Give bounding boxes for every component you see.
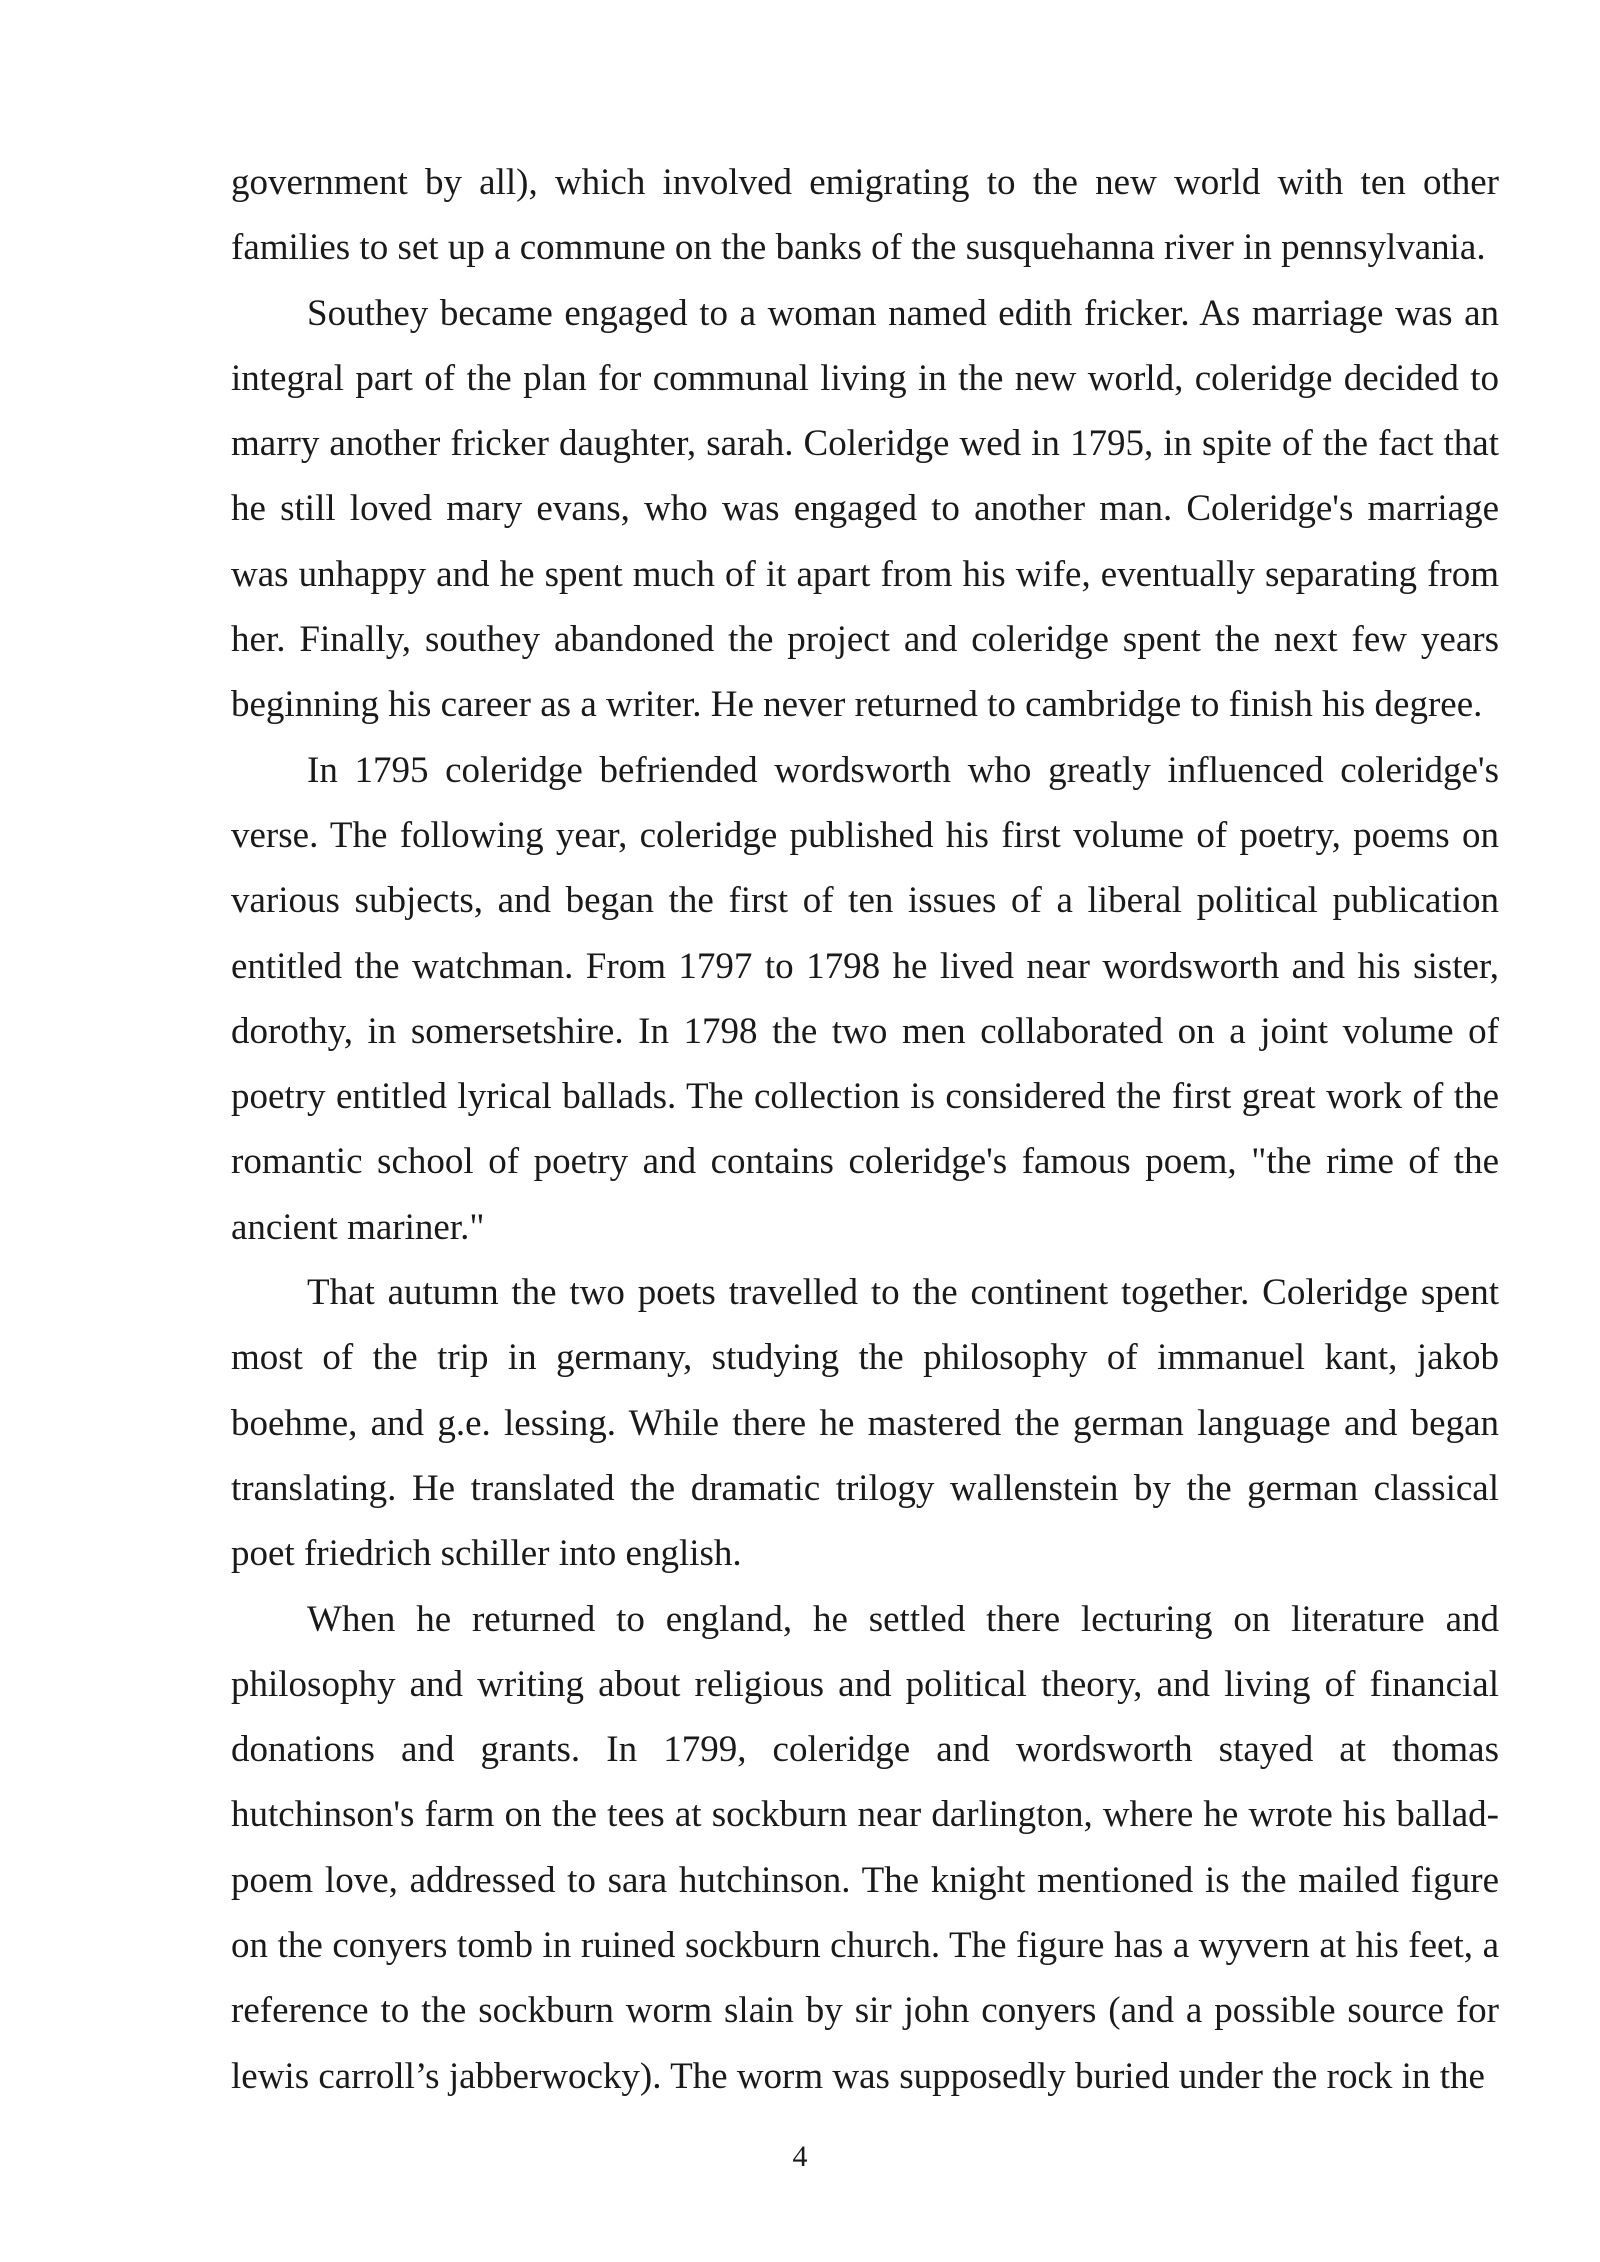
page-number: 4 — [792, 2140, 808, 2173]
paragraph-3: In 1795 coleridge befriended wordsworth who greatly influenced coleridge's verse. The following year, coleridge published his first volume of poetry, poems on various subjects, and began the first of ten issues of a liberal political publication entitled the watchman. From 1797 to 1798 he lived near wordsworth and his sister, dorothy, in somersetshire. In 1798 the two men collaborated on a joint volume of poetry entitled lyrical ballads. The collection is considered the first great work of the romantic school of poetry and contains coleridge's famous poem, "the rime of the ancient mariner." — [231, 749, 1499, 1248]
paragraph-2: Southey became engaged to a woman named edith fricker. As marriage was an integral part of the plan for communal living in the new world, coleridge decided to marry another fricker daughter, sarah. Coleridge wed in 1795, in spite of the fact that he still loved mary evans, who was engaged to another man. Coleridge's marriage was unhappy and he spent much of it apart from his wife, eventually separating from her. Finally, southey abandoned the project and coleridge spent the next few years beginning his career as a writer. He never returned to cambridge to finish his degree. — [231, 292, 1499, 726]
paragraph-1: government by all), which involved emigrating to the new world with ten other families to set up a commune on the banks of the susquehanna river in pennsylvania. — [231, 162, 1499, 269]
paragraph-4: That autumn the two poets travelled to the continent together. Coleridge spent most of the trip in germany, studying the philosophy of immanuel kant, jakob boehme, and g.e. lessing. While there he mastered the german language and began translating. He translated the dramatic trilogy wallenstein by the german classical poet friedrich schiller into english. — [231, 1272, 1499, 1575]
body-text — [231, 150, 1499, 2109]
paragraph-5: When he returned to england, he settled there lecturing on literature and philosophy and writing about religious and political theory, and living of financial donations and grants. In 1799, coleridge and wordsworth stayed at thomas hutchinson's farm on the tees at sockburn near darlington, where he wrote his ballad-poem love, addressed to sara hutchinson. The knight mentioned is the mailed figure on the conyers tomb in ruined sockburn church. The figure has a wyvern at his feet, a reference to the sockburn worm slain by sir john conyers (and a possible source for lewis carroll’s jabberwocky). The worm was supposedly buried under the rock in the — [231, 1598, 1499, 2097]
